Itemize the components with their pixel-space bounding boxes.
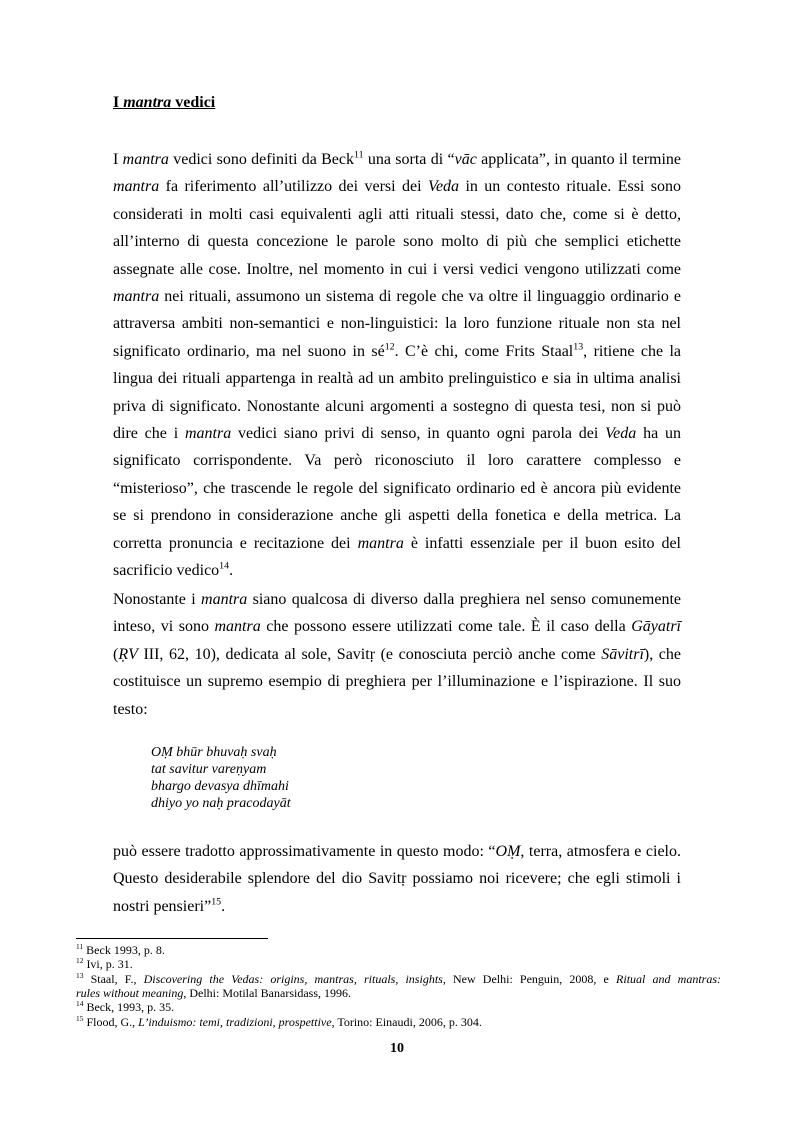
footnote-separator — [76, 938, 268, 939]
footnote-line — [76, 986, 721, 1000]
text-run: in un contesto rituale. Essi sono — [459, 178, 682, 196]
text-run: Discovering the Vedas: origins, mantras, rituals, insights — [143, 971, 443, 986]
text-run: siano qualcosa di diverso dalla preghiera nel senso comunemente — [247, 591, 681, 608]
text-run: ), che — [643, 645, 681, 663]
text-run: testo: — [113, 700, 148, 718]
text-line — [113, 506, 681, 526]
text-run: ha un — [636, 425, 682, 442]
text-run: III, 62, 10), dedicata al sole, Savitṛ (e conosciuta perciò anche come — [137, 645, 602, 663]
text-run: vedici siano privi di senso, in quanto ogni parola dei — [231, 425, 606, 442]
verse-line: OṂ bhūr bhuvaḥ svaḥ — [151, 745, 277, 760]
section-heading: I mantra vedici — [113, 94, 216, 111]
footnote-line — [76, 1015, 721, 1029]
text-run: attraversa ambiti non-semantici e non-linguistici: la loro funzione rituale non sta nel — [113, 315, 681, 333]
text-run: Veda — [605, 425, 637, 442]
text-run: vedici sono definiti da Beck — [168, 151, 355, 168]
text-line — [113, 314, 681, 334]
text-run: Beck 1993, p. 8. — [83, 943, 165, 957]
text-run: . — [221, 897, 226, 915]
footnote-ref: 15 — [211, 896, 222, 908]
text-run: ṚV — [118, 645, 138, 663]
footnote-ref: 12 — [384, 341, 395, 353]
footnote-ref: 14 — [219, 560, 230, 572]
text-run: una sorta di “ — [363, 151, 455, 168]
text-line — [113, 700, 681, 720]
footnote-ref: 11 — [76, 942, 84, 951]
text-run: priva di significato. Nonostante alcuni argomenti a sostegno di questa tesi, non si può — [113, 397, 681, 415]
text-line — [113, 869, 681, 889]
text-run: è infatti essenziale per il buon esito del — [403, 534, 682, 552]
text-line — [113, 397, 681, 417]
text-run: OṂ — [495, 843, 521, 860]
text-run: lingua dei rituali appartenga in realtà ad un ambito prelinguistico e sia in ultima analisi — [113, 370, 681, 388]
verse-line: dhiyo yo naḥ pracodayāt — [151, 796, 291, 811]
text-run: Staal, F., — [83, 971, 144, 986]
text-line — [113, 479, 681, 499]
verse-line: bhargo devasya dhīmahi — [151, 779, 289, 794]
footnote-line — [76, 1000, 721, 1014]
text-line — [113, 672, 681, 692]
text-run: all’interno di questa concezione le parole sono molto di più che semplici etichette — [113, 233, 681, 251]
text-run: mantra — [113, 288, 160, 305]
text-run: , terra, atmosfera e cielo. — [520, 843, 681, 860]
text-run: sacrificio vedico — [113, 562, 220, 579]
text-line — [113, 590, 681, 610]
text-run: mantra — [113, 178, 160, 196]
text-run: costituisce un supremo esempio di preghiera per l’illuminazione e l’ispirazione. Il suo — [113, 673, 681, 691]
text-run: Ivi, p. 31. — [83, 957, 133, 972]
text-run: I — [113, 151, 123, 168]
footnote-line — [76, 957, 721, 971]
footnote-ref: 15 — [76, 1013, 84, 1023]
footnote-ref: 14 — [76, 999, 84, 1009]
text-run: ( — [113, 645, 119, 663]
text-run: Gāyatrī — [631, 618, 681, 636]
footnote-ref: 12 — [76, 956, 84, 966]
text-run: considerati in molti casi equivalenti agli atti rituali stessi, dato che, come si è detto, — [113, 205, 681, 223]
page-number: 10 — [390, 1041, 404, 1056]
text-run: mantra — [184, 425, 232, 442]
text-run: . — [229, 562, 234, 579]
text-run: può essere tradotto approssimativamente in questo modo: “ — [113, 843, 496, 860]
text-run: nei rituali, assumono un sistema di regole che va oltre il linguaggio ordinario e — [159, 288, 681, 305]
text-run: che possono essere utilizzati come tale. È il caso della — [260, 618, 632, 636]
text-run: , Delhi: Motilal Banarsidass, 1996. — [183, 985, 351, 1000]
text-run: Questo desiderabile splendore del dio Savitṛ possiamo noi ricevere; che egli stimoli i — [113, 870, 681, 888]
text-run: se si prendono in considerazione anche gli aspetti della fonetica e della metrica. La — [113, 507, 681, 525]
text-run: inteso, vi sono — [113, 618, 215, 636]
text-line — [113, 424, 681, 444]
text-run: significato ordinario, ma nel suono in sé — [113, 342, 385, 360]
text-line — [113, 842, 681, 862]
text-line — [113, 287, 681, 307]
text-line — [113, 451, 681, 471]
text-line — [113, 897, 681, 917]
text-line — [113, 645, 681, 665]
text-line — [113, 561, 681, 581]
text-line — [113, 150, 681, 170]
text-run: “misterioso”, che trascende le regole del significato ordinario ed è ancora più evidente — [113, 479, 681, 497]
text-line — [113, 232, 681, 252]
text-run: Ritual and mantras: — [616, 971, 721, 986]
text-run: mantra — [357, 534, 404, 552]
text-run: Beck, 1993, p. 35. — [83, 1000, 175, 1015]
text-run: L’induismo: temi, tradizioni, prospettive — [138, 1014, 332, 1029]
footnote-line — [76, 972, 721, 986]
text-run: Nonostante i — [113, 591, 202, 608]
text-run: mantra — [214, 618, 261, 636]
footnote-ref: 11 — [354, 149, 364, 161]
text-run: corretta pronuncia e recitazione dei — [113, 534, 358, 552]
text-run: mantra — [122, 151, 169, 168]
text-run: , New Delhi: Penguin, 2008, e — [442, 971, 617, 986]
verse-line: tat savitur vareṇyam — [151, 762, 267, 777]
text-run: Veda — [427, 178, 460, 196]
text-run: , ritiene che la — [583, 342, 681, 360]
footnote-line — [76, 943, 721, 957]
footnote-ref: 13 — [76, 970, 84, 980]
text-line — [113, 342, 681, 362]
footnote-ref: 13 — [573, 341, 584, 353]
text-line — [113, 205, 681, 225]
text-line — [113, 617, 681, 637]
text-line — [113, 369, 681, 389]
text-run: assegnate alle cose. Inoltre, nel momento in cui i versi vedici vengono utilizzati come — [113, 260, 681, 278]
text-run: Flood, G., — [83, 1014, 139, 1029]
text-line — [113, 177, 681, 197]
text-run: dire che i — [113, 425, 185, 442]
text-run: Sāvitrī — [601, 645, 644, 663]
text-line — [113, 260, 681, 280]
text-run: applicata”, in quanto il termine — [476, 151, 682, 168]
text-run: nostri pensieri” — [113, 897, 212, 915]
text-run: , Torino: Einaudi, 2006, p. 304. — [331, 1014, 482, 1029]
text-line — [113, 534, 681, 554]
text-run: fa riferimento all’utilizzo dei versi dei — [159, 178, 428, 196]
text-run: vāc — [454, 151, 477, 168]
text-run: rules without meaning — [76, 985, 184, 1000]
text-run: . C’è chi, come Frits Staal — [394, 342, 574, 360]
text-run: mantra — [201, 591, 248, 608]
text-run: significato corrispondente. Va però riconosciuto il loro carattere complesso e — [113, 452, 681, 470]
